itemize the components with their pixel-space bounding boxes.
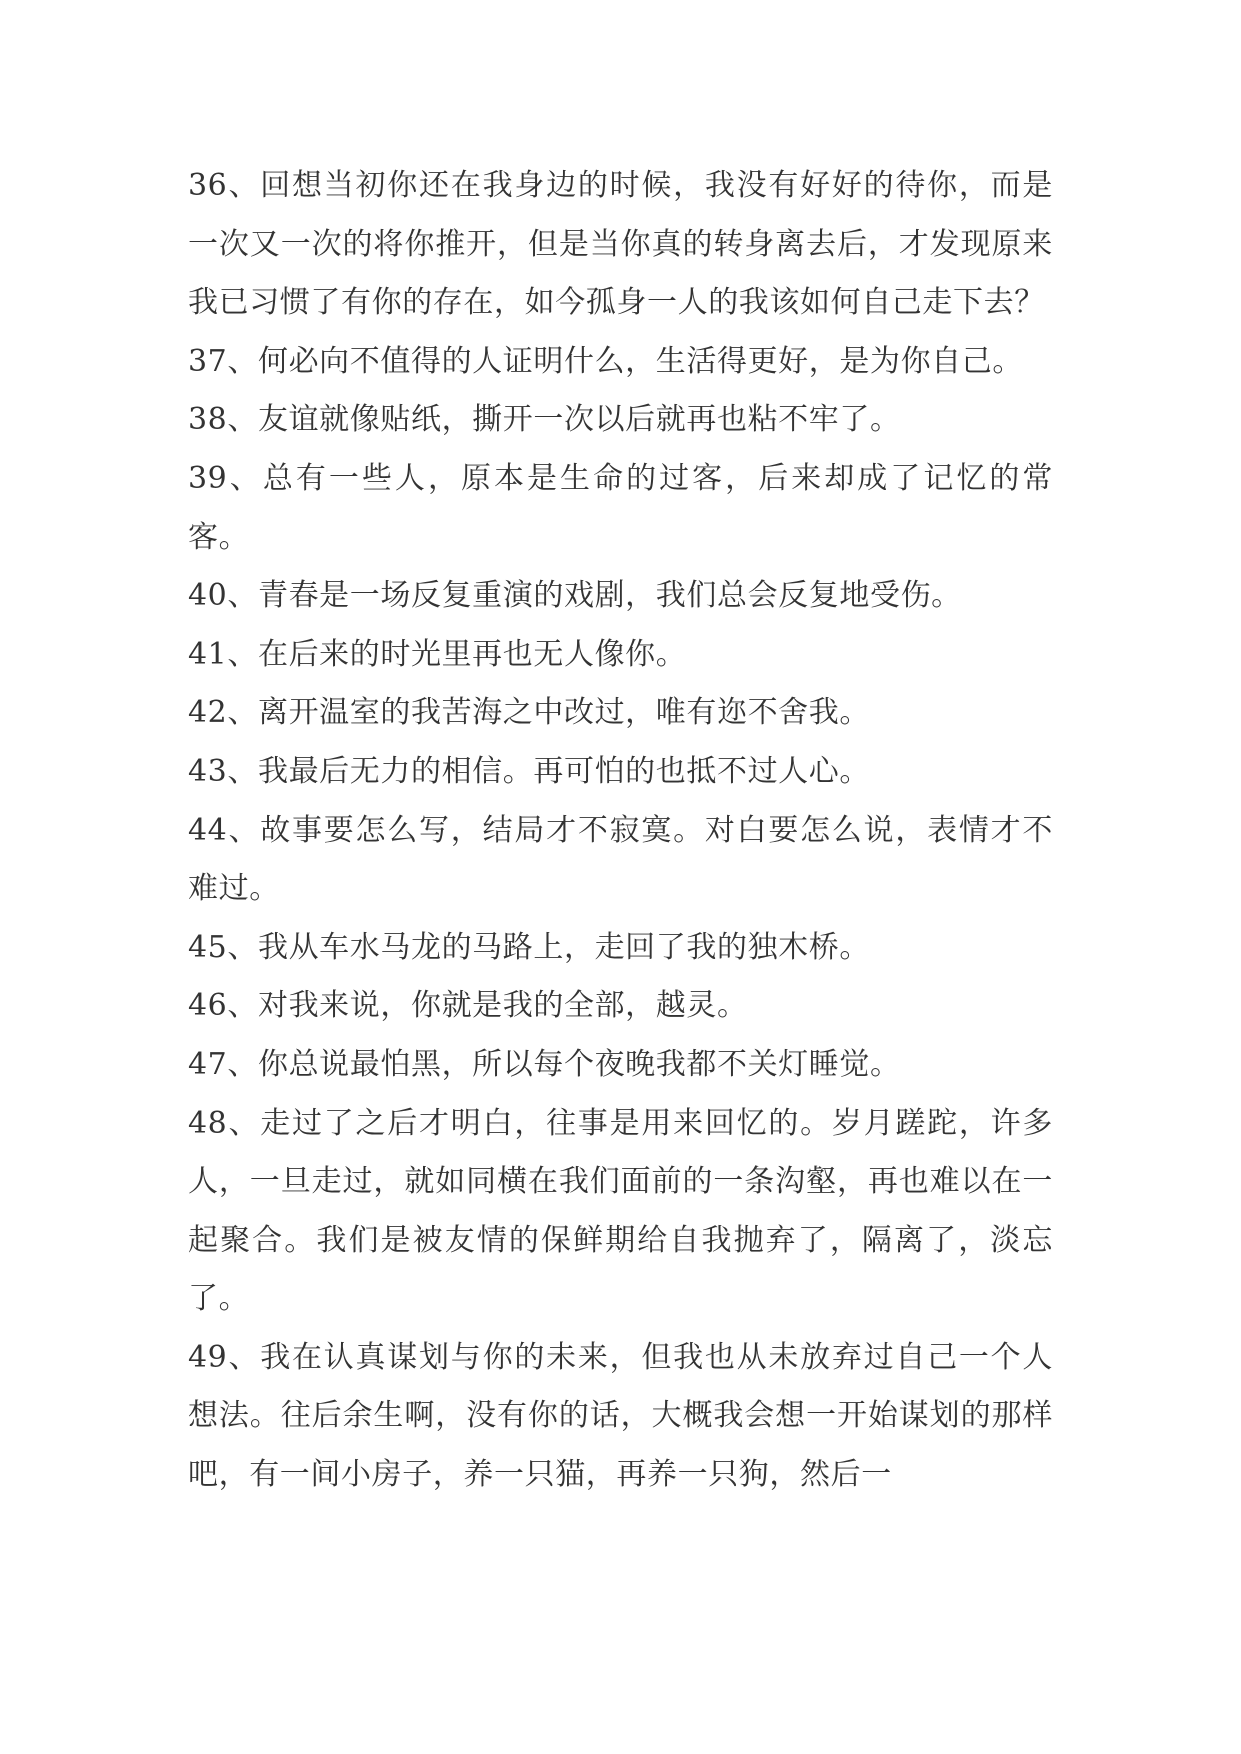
paragraph-48: 48、走过了之后才明白，往事是用来回忆的。岁月蹉跎，许多人，一旦走过，就如同横在我们面前的一条沟壑，再也难以在一起聚合。我们是被友情的保鲜期给自我抛弃了，隔离了，淡忘了。	[188, 1105, 1053, 1317]
paragraph-41: 41、在后来的时光里再也无人像你。	[188, 636, 687, 672]
paragraph-44: 44、故事要怎么写，结局才不寂寞。对白要怎么说，表情才不难过。	[188, 812, 1053, 907]
paragraph-38: 38、友谊就像贴纸，撕开一次以后就再也粘不牢了。	[188, 402, 901, 438]
document-body	[188, 157, 1053, 1505]
paragraph-37: 37、何必向不值得的人证明什么，生活得更好，是为你自己。	[188, 343, 1023, 379]
paragraph-43: 43、我最后无力的相信。再可怕的也抵不过人心。	[188, 753, 870, 789]
paragraph-49: 49、我在认真谋划与你的未来，但我也从未放弃过自己一个人想法。往后余生啊，没有你的话，大概我会想一开始谋划的那样吧，有一间小房子，养一只猫，再养一只狗，然后一	[188, 1339, 1053, 1493]
paragraph-42: 42、离开温室的我苦海之中改过，唯有迩不舍我。	[188, 695, 870, 731]
paragraph-39: 39、总有一些人，原本是生命的过客，后来却成了记忆的常客。	[188, 460, 1053, 555]
paragraph-45: 45、我从车水马龙的马路上，走回了我的独木桥。	[188, 929, 870, 965]
paragraph-36: 36、回想当初你还在我身边的时候，我没有好好的待你，而是一次又一次的将你推开，但是当你真的转身离去后，才发现原来我已习惯了有你的存在，如今孤身一人的我该如何自己走下去？	[188, 168, 1053, 321]
paragraph-40: 40、青春是一场反复重演的戏剧，我们总会反复地受伤。	[188, 578, 962, 614]
paragraph-47: 47、你总说最怕黑，所以每个夜晚我都不关灯睡觉。	[188, 1046, 901, 1082]
paragraph-46: 46、对我来说，你就是我的全部，越灵。	[188, 988, 748, 1024]
